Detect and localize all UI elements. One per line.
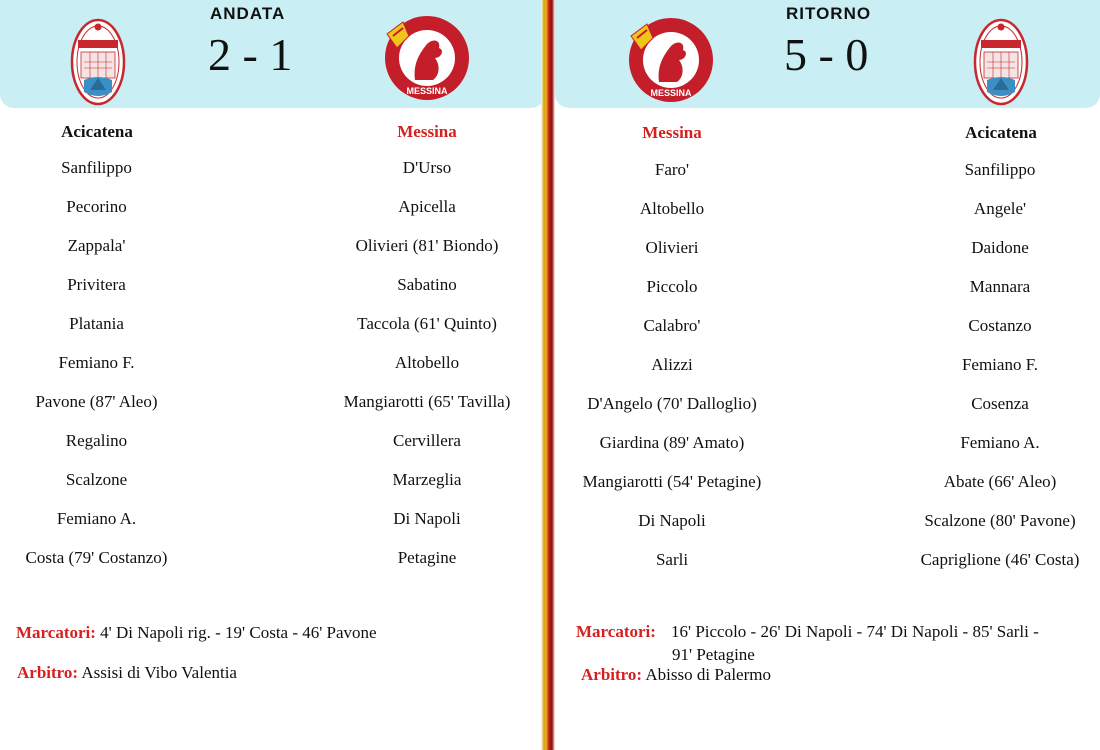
player: Mangiarotti (65' Tavilla)	[343, 392, 511, 411]
ritorno-score: 5 - 0	[784, 29, 869, 80]
svg-text:MESSINA: MESSINA	[650, 88, 692, 98]
referee-label: Arbitro:	[17, 663, 79, 682]
ritorno-scorers-label-wrap	[576, 622, 656, 642]
ritorno-panel	[555, 0, 1100, 750]
player: Sanfilippo	[964, 160, 1036, 179]
andata-score: 2 - 1	[208, 29, 293, 80]
player: Angele'	[973, 199, 1027, 218]
player: Piccolo	[646, 277, 698, 296]
ritorno-away-lineup	[900, 157, 1100, 586]
player: Mangiarotti (54' Petagine)	[582, 472, 762, 491]
ritorno-label: RITORNO	[786, 4, 872, 23]
andata-referee	[17, 663, 237, 683]
player: Petagine	[397, 548, 457, 567]
andata-label: ANDATA	[210, 4, 286, 23]
player: Faro'	[654, 160, 690, 179]
player: Scalzone	[65, 470, 128, 489]
player: Platania	[69, 314, 124, 333]
ritorno-away-team: Acicatena	[965, 123, 1037, 142]
player: Cervillera	[393, 431, 461, 450]
player: Femiano A.	[960, 433, 1040, 452]
player: Costanzo	[968, 316, 1032, 335]
player: Calabro'	[643, 316, 701, 335]
scorers-label: Marcatori:	[576, 622, 656, 641]
acicatena-crest-icon	[70, 18, 126, 106]
player: Scalzone (80' Pavone)	[924, 511, 1076, 530]
player: Cosenza	[971, 394, 1029, 413]
andata-panel	[0, 0, 545, 750]
player: Altobello	[394, 353, 460, 372]
player: Olivieri	[645, 238, 699, 257]
andata-home-lineup	[0, 155, 193, 584]
player: Pecorino	[66, 197, 127, 216]
player: Daidone	[971, 238, 1029, 257]
player: Marzeglia	[392, 470, 462, 489]
player: Privitera	[67, 275, 126, 294]
ritorno-scorers-line-2: 91' Petagine	[672, 645, 755, 664]
player: Sabatino	[397, 275, 457, 294]
ritorno-home-team: Messina	[642, 123, 702, 142]
player: Di Napoli	[393, 509, 461, 528]
player: Femiano A.	[56, 509, 137, 528]
player: Femiano F.	[961, 355, 1039, 374]
scorers-label: Marcatori:	[16, 623, 96, 642]
player: Sanfilippo	[61, 158, 132, 177]
player: Capriglione (46' Costa)	[920, 550, 1080, 569]
player: Sarli	[655, 550, 689, 569]
messina-crest-icon	[627, 16, 715, 104]
ritorno-home-lineup	[562, 157, 782, 586]
player: Alizzi	[651, 355, 693, 374]
andata-away-team: Messina	[397, 122, 457, 141]
player: D'Urso	[402, 158, 452, 177]
player: Pavone (87' Aleo)	[35, 392, 158, 411]
referee-text: Assisi di Vibo Valentia	[81, 663, 237, 682]
player: Mannara	[969, 277, 1031, 296]
referee-label: Arbitro:	[581, 665, 643, 684]
player: Abate (66' Aleo)	[943, 472, 1057, 491]
ritorno-scorers-line-1: 16' Piccolo - 26' Di Napoli - 74' Di Napoli - 85' Sarli -	[671, 622, 1039, 641]
player: Taccola (61' Quinto)	[357, 314, 497, 333]
player: Zappala'	[67, 236, 126, 255]
messina-crest-icon	[383, 14, 471, 102]
player: Giardina (89' Amato)	[599, 433, 745, 452]
referee-text: Abisso di Palermo	[645, 665, 771, 684]
player: Regalino	[65, 431, 128, 450]
scorers-text: 4' Di Napoli rig. - 19' Costa - 46' Pavone	[100, 623, 377, 642]
ritorno-header	[555, 0, 1100, 108]
player: Olivieri (81' Biondo)	[355, 236, 499, 255]
player: Altobello	[639, 199, 705, 218]
andata-away-lineup	[317, 155, 537, 584]
andata-header	[0, 0, 545, 108]
player: Costa (79' Costanzo)	[25, 548, 168, 567]
player: D'Angelo (70' Dalloglio)	[587, 394, 757, 413]
player: Femiano F.	[58, 353, 135, 372]
player: Di Napoli	[638, 511, 706, 530]
andata-home-team: Acicatena	[61, 122, 133, 141]
flag-divider	[541, 0, 555, 750]
player: Apicella	[398, 197, 456, 216]
andata-scorers	[16, 623, 377, 643]
acicatena-crest-icon	[973, 18, 1029, 106]
ritorno-referee	[581, 665, 771, 685]
svg-text:MESSINA: MESSINA	[406, 86, 448, 96]
